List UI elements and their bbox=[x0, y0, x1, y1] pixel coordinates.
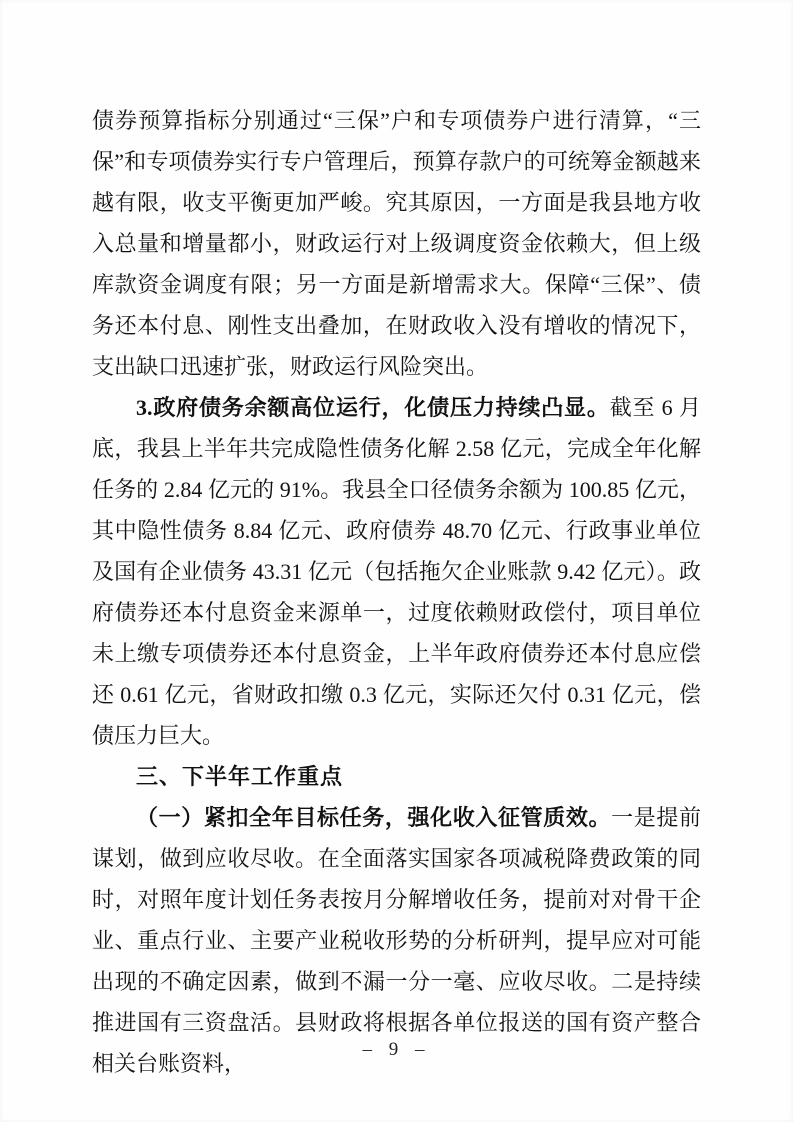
paragraph-text: 一是提前谋划，做到应收尽收。在全面落实国家各项减税降费政策的同时，对照年度计划任务表按月分解增收任务，提前对对骨干企业、重点行业、主要产业税收形势的分析研判，提早应对可能出现的不确定因素，做到不漏一分一毫、应收尽收。二是持续推进国有三资盘活。县财政将根据各单位报送的国有资产整合相关台账资料， bbox=[92, 805, 701, 1076]
paragraph-text: 债券预算指标分别通过“三保”户和专项债券户进行清算，“三保”和专项债券实行专户管理后，预算存款户的可统筹金额越来越有限，收支平衡更加严峻。究其原因，一方面是我县地方收入总量和增量都小，财政运行对上级调度资金依赖大，但上级库款资金调度有限；另一方面是新增需求大。保障“三保”、债务还本付息、刚性支出叠加，在财政收入没有增收的情况下，支出缺口迅速扩张，财政运行风险突出。 bbox=[92, 108, 701, 379]
page-number: – 9 – bbox=[362, 1039, 431, 1060]
document-body bbox=[92, 100, 701, 1084]
paragraph-lead-bold: 3.政府债务余额高位运行，化债压力持续凸显。 bbox=[136, 395, 610, 420]
paragraph-text: 截至 6 月底，我县上半年共完成隐性债务化解 2.58 亿元，完成全年化解任务的 2.84 亿元的 91%。我县全口径债务余额为 100.85 亿元，其中隐性债务 8.84 亿元、政府债券 48.70 亿元、行政事业单位及国有企业债务 43.31 亿元（包括拖欠企业账款 9.42 亿元）。政府债券还本付息资金来源单一，过度依赖财政偿付，项目单位未上缴专项债券还本付息资金，上半年政府债券还本付息应偿还 0.61 亿元，省财政扣缴 0.3 亿元，实际还欠付 0.31 亿元，偿债压力巨大。 bbox=[92, 395, 701, 748]
paragraph-debt-status bbox=[92, 387, 701, 756]
section-heading bbox=[92, 756, 701, 797]
section-heading-text: 三、下半年工作重点 bbox=[136, 764, 344, 789]
page-footer bbox=[0, 1036, 793, 1064]
paragraph-continued bbox=[92, 100, 701, 387]
paragraph-lead-bold: （一）紧扣全年目标任务，强化收入征管质效。 bbox=[136, 805, 612, 830]
